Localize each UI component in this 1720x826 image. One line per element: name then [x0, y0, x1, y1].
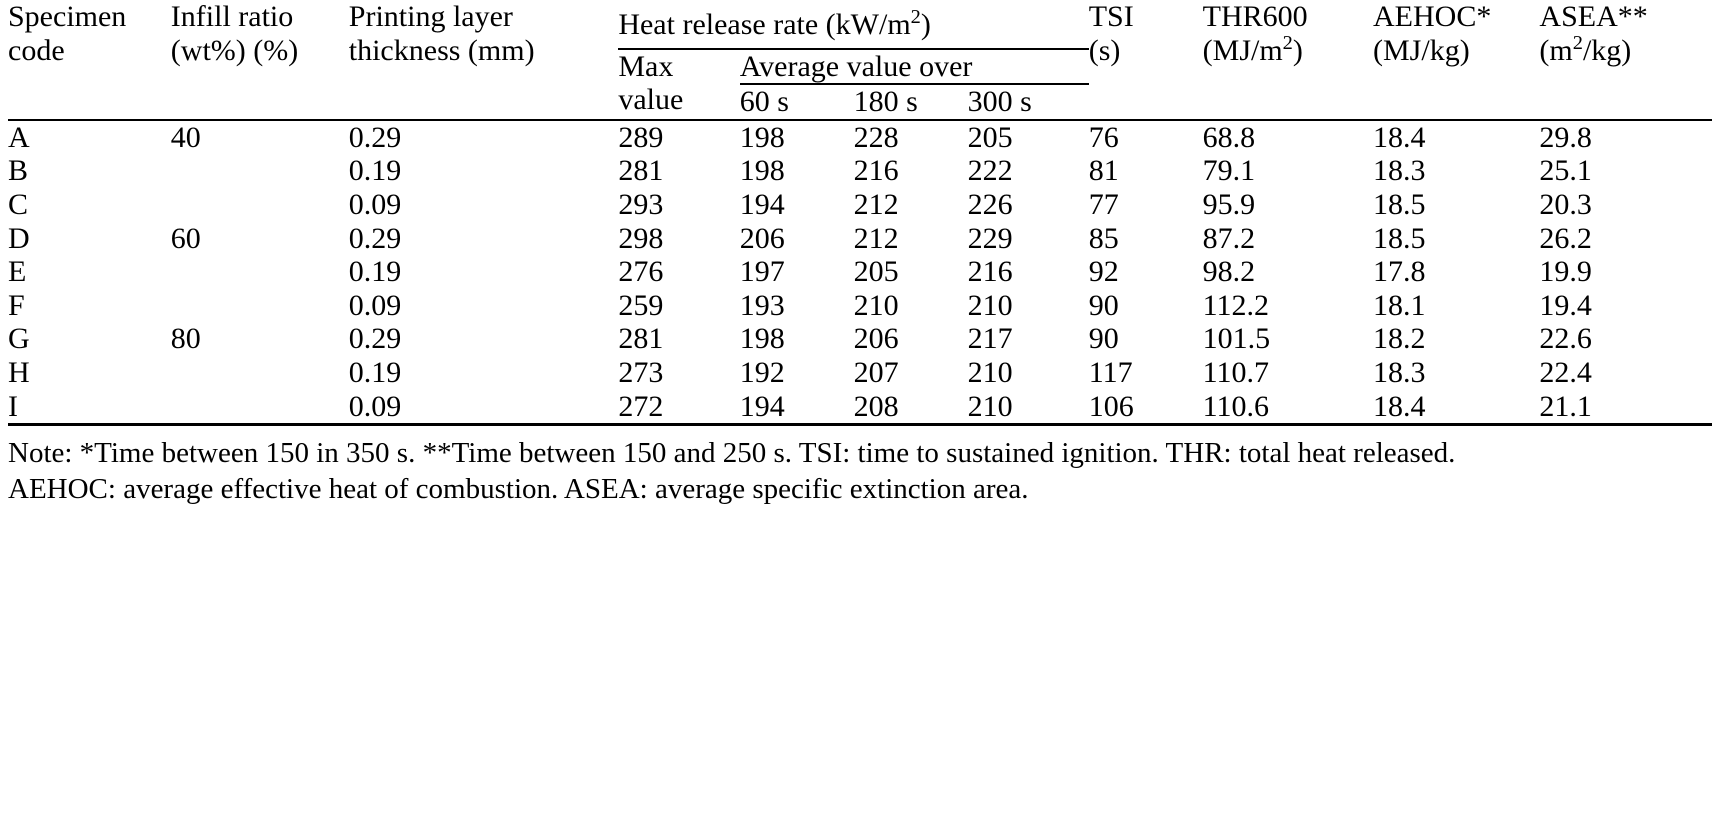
header-avg-60s: 60 s	[739, 85, 789, 119]
cell-avg180: 228	[853, 120, 899, 154]
cell-avg300: 216	[967, 255, 1013, 289]
cell-avg60: 198	[739, 154, 785, 188]
cell-tsi: 77	[1088, 187, 1119, 221]
cell-max: 272	[618, 389, 664, 423]
cell-avg300: 226	[967, 187, 1013, 221]
header-hrr-text-end: )	[920, 8, 931, 41]
header-infill-ratio-label: Infill ratio (wt%) (%)	[170, 0, 299, 67]
cell-thr600: 101.5	[1202, 322, 1271, 356]
cell-asea: 19.9	[1539, 255, 1592, 289]
cell-avg300: 205	[967, 120, 1013, 154]
cell-code: C	[8, 187, 29, 221]
table-row	[8, 222, 1712, 256]
cell-thr600: 87.2	[1202, 221, 1256, 255]
results-table	[8, 0, 1712, 426]
table-row	[8, 188, 1712, 222]
header-asea	[1539, 0, 1712, 120]
cell-code: G	[8, 322, 30, 356]
table-row	[8, 356, 1712, 390]
header-hrr-sup: 2	[910, 6, 921, 28]
header-asea-unit-sup: 2	[1572, 31, 1583, 54]
cell-aehoc: 18.3	[1373, 355, 1426, 389]
table-row	[8, 154, 1712, 188]
header-hrr-text: Heat release rate (kW/m	[618, 8, 911, 41]
cell-aehoc: 18.3	[1373, 154, 1426, 188]
cell-code: A	[8, 120, 30, 154]
cell-avg300: 210	[967, 389, 1013, 423]
cell-avg60: 194	[739, 187, 785, 221]
cell-aehoc: 18.5	[1373, 187, 1426, 221]
header-aehoc	[1373, 0, 1539, 120]
header-thr600-unit-text: (MJ/m	[1202, 33, 1283, 67]
cell-tsi: 90	[1088, 288, 1119, 322]
cell-thr600: 98.2	[1202, 255, 1256, 289]
cell-asea: 20.3	[1539, 187, 1592, 221]
cell-max: 259	[618, 288, 664, 322]
cell-asea: 22.4	[1539, 355, 1592, 389]
header-asea-unit-text: (m	[1539, 33, 1573, 67]
cell-thickness: 0.19	[348, 154, 402, 188]
cell-thickness: 0.09	[348, 389, 402, 423]
cell-asea: 22.6	[1539, 322, 1592, 356]
header-aehoc-unit: (MJ/kg)	[1373, 33, 1470, 67]
table-row	[8, 120, 1712, 155]
header-heat-release-rate-label	[618, 0, 1088, 48]
header-tsi-unit: (s)	[1088, 33, 1121, 67]
header-specimen-code	[8, 0, 171, 120]
table-row	[8, 289, 1712, 323]
cell-infill	[171, 356, 349, 390]
header-specimen-code-label: Specimen code	[8, 0, 127, 67]
cell-code: D	[8, 221, 30, 255]
cell-avg60: 198	[739, 120, 785, 154]
cell-avg60: 193	[739, 288, 785, 322]
cell-thr600: 110.6	[1202, 389, 1270, 423]
table-footnote-line1: Note: *Time between 150 in 350 s. **Time between 150 and 250 s. TSI: time to sustained ignition. THR: total heat released.	[8, 437, 1456, 470]
cell-aehoc: 18.5	[1373, 221, 1426, 255]
cell-code: H	[8, 355, 30, 389]
header-printing-layer-thickness	[349, 0, 619, 120]
cell-asea: 19.4	[1539, 288, 1592, 322]
cell-avg180: 212	[853, 221, 899, 255]
cell-avg300: 229	[967, 221, 1013, 255]
cell-avg180: 216	[853, 154, 899, 188]
cell-asea: 21.1	[1539, 389, 1592, 423]
header-avg-300s: 300 s	[967, 85, 1032, 119]
header-infill-ratio	[171, 0, 349, 120]
cell-thickness: 0.19	[348, 255, 402, 289]
cell-avg300: 210	[967, 288, 1013, 322]
cell-tsi: 85	[1088, 221, 1119, 255]
cell-tsi: 81	[1088, 154, 1119, 188]
cell-tsi: 76	[1088, 120, 1119, 154]
cell-code: E	[8, 255, 27, 289]
cell-thr600: 95.9	[1202, 187, 1256, 221]
cell-avg300: 210	[967, 355, 1013, 389]
cell-code: B	[8, 154, 29, 188]
header-aehoc-label: AEHOC*	[1373, 0, 1492, 33]
cell-max: 273	[618, 355, 664, 389]
cell-asea: 29.8	[1539, 120, 1592, 154]
header-thr600-unit	[1202, 31, 1373, 68]
cell-avg180: 208	[853, 389, 899, 423]
header-asea-unit	[1539, 31, 1712, 68]
header-thr600	[1203, 0, 1373, 120]
cell-thr600: 112.2	[1202, 288, 1270, 322]
cell-max: 298	[618, 221, 664, 255]
table-footnote-line2: AEHOC: average effective heat of combustion. ASEA: average specific extinction area.	[8, 472, 1029, 505]
cell-thickness: 0.29	[348, 322, 402, 356]
cell-code: F	[8, 288, 25, 322]
cell-infill	[171, 289, 349, 323]
cell-tsi: 92	[1088, 255, 1119, 289]
cell-thr600: 110.7	[1202, 355, 1270, 389]
table-head	[8, 0, 1712, 120]
cell-asea: 26.2	[1539, 221, 1592, 255]
cell-max: 281	[618, 322, 664, 356]
cell-aehoc: 18.1	[1373, 288, 1426, 322]
header-asea-label: ASEA**	[1539, 0, 1648, 33]
cell-aehoc: 18.2	[1373, 322, 1426, 356]
cell-tsi: 117	[1088, 355, 1133, 389]
cell-infill	[171, 188, 349, 222]
header-thr600-unit-end: )	[1292, 33, 1303, 67]
cell-code: I	[8, 389, 18, 423]
header-tsi-label: TSI	[1088, 0, 1134, 33]
header-printing-layer-thickness-label: Printing layer thickness (mm)	[348, 0, 535, 67]
cell-infill: 80	[170, 322, 201, 356]
cell-avg180: 210	[853, 288, 899, 322]
table-row	[8, 322, 1712, 356]
header-average-value-over	[740, 49, 1089, 85]
cell-avg60: 192	[739, 355, 785, 389]
cell-thickness: 0.19	[348, 355, 402, 389]
cell-aehoc: 17.8	[1373, 255, 1426, 289]
header-asea-unit-end: /kg)	[1582, 33, 1632, 67]
cell-max: 281	[618, 154, 664, 188]
header-average-value-over-label: Average value over	[739, 49, 973, 83]
header-row-main	[8, 0, 1712, 49]
cell-aehoc: 18.4	[1373, 389, 1426, 423]
cell-thr600: 79.1	[1202, 154, 1256, 188]
cell-avg180: 212	[853, 187, 899, 221]
cell-max: 276	[618, 255, 664, 289]
header-max-value	[618, 49, 739, 120]
cell-thickness: 0.29	[348, 120, 402, 154]
table-row	[8, 255, 1712, 289]
cell-avg60: 194	[739, 389, 785, 423]
cell-thickness: 0.09	[348, 187, 402, 221]
cell-thickness: 0.29	[348, 221, 402, 255]
cell-avg180: 207	[853, 355, 899, 389]
cell-infill	[171, 154, 349, 188]
header-heat-release-rate-group	[618, 0, 1088, 49]
table-footnote	[0, 426, 1720, 507]
header-thr600-label: THR600	[1202, 0, 1308, 33]
cell-infill	[171, 255, 349, 289]
table-body	[8, 120, 1712, 425]
cell-infill: 60	[170, 221, 201, 255]
table-row	[8, 390, 1712, 425]
cell-infill	[171, 390, 349, 425]
cell-max: 289	[618, 120, 664, 154]
cell-thickness: 0.09	[348, 288, 402, 322]
cell-avg60: 198	[739, 322, 785, 356]
cell-asea: 25.1	[1539, 154, 1592, 188]
cell-aehoc: 18.4	[1373, 120, 1426, 154]
cell-max: 293	[618, 187, 664, 221]
header-tsi	[1089, 0, 1203, 120]
cell-avg300: 222	[967, 154, 1013, 188]
header-max-value-line2: value	[618, 83, 684, 117]
cell-thr600: 68.8	[1202, 120, 1256, 154]
cell-avg180: 205	[853, 255, 899, 289]
cell-infill: 40	[170, 120, 201, 154]
cell-tsi: 106	[1088, 389, 1134, 423]
cell-avg180: 206	[853, 322, 899, 356]
header-avg-180s: 180 s	[853, 85, 918, 119]
header-max-value-line1: Max	[618, 49, 674, 83]
cell-avg60: 197	[739, 255, 785, 289]
header-thr600-unit-sup: 2	[1282, 31, 1293, 54]
cell-tsi: 90	[1088, 322, 1119, 356]
cell-avg60: 206	[739, 221, 785, 255]
cell-avg300: 217	[967, 322, 1013, 356]
